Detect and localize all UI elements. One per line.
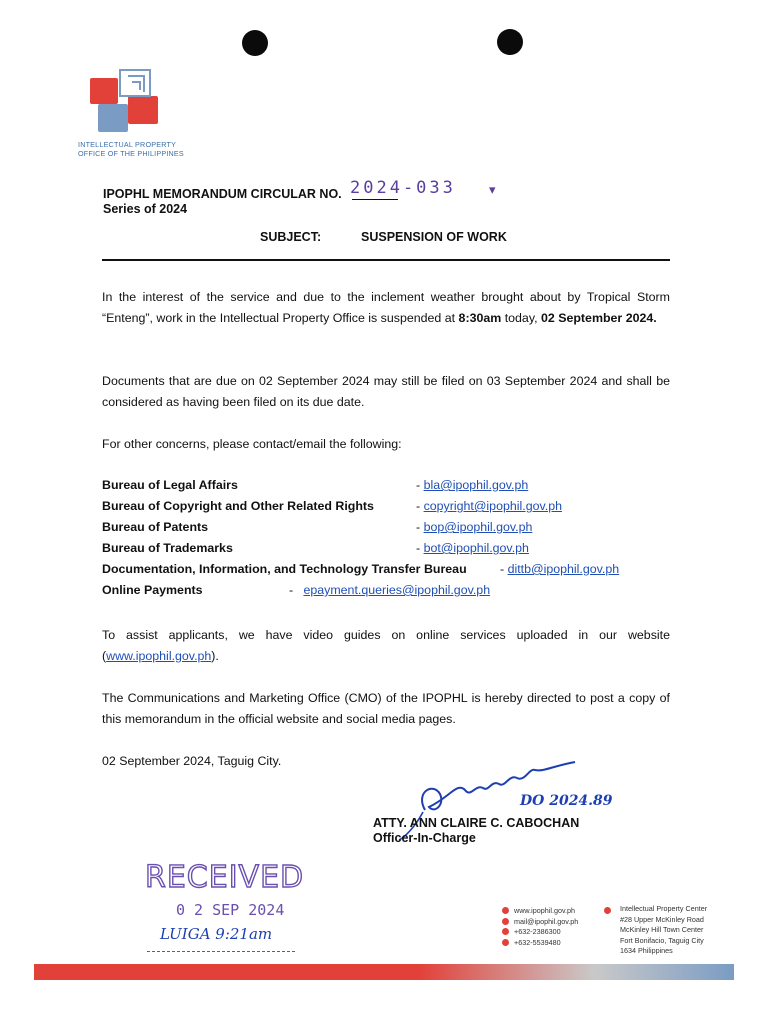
received-stamp [145,860,304,895]
p1-time: 8:30am [458,311,502,325]
paragraph-contacts-intro: For other concerns, please contact/email the following: [102,437,402,451]
contact-label-patents: Bureau of Patents [102,520,209,534]
contact-email-legal: - bla@ipophil.gov.ph [416,478,529,492]
memo-number-underline [352,199,398,200]
contact-label-copyright: Bureau of Copyright and Other Related Rights [102,499,374,513]
phone-icon [502,928,509,935]
paragraph-cmo-directive: The Communications and Marketing Office (CMO) of the IPOPHL is hereby directed to post a copy of this memorandum in the official website and social media pages. [102,691,670,726]
contact-label-trademarks: Bureau of Trademarks [102,541,233,555]
footer-address-line3: McKinley Hill Town Center [620,925,704,934]
p4-text-b: ). [211,649,219,663]
p1-text-b: today, [501,311,541,325]
memo-number-handwritten: 2024-033 [350,178,456,198]
contact-email-copyright: - copyright@ipophil.gov.ph [416,499,562,513]
logo-caption-line1: INTELLECTUAL PROPERTY [78,140,177,149]
header-divider [102,259,670,261]
footer-mail[interactable] [502,917,578,928]
logo-caption-line2: OFFICE OF THE PHILIPPINES [78,148,184,158]
paragraph-video-guides [102,625,670,667]
contact-email-patents: - bop@ipophil.gov.ph [416,520,533,534]
footer-phone2-text: +632-5539480 [514,937,561,947]
footer-phone1 [502,927,578,938]
footer-address [604,904,707,957]
subject-value: SUSPENSION OF WORK [361,230,507,244]
stamp-handwritten-note: LUIGA 9:21am [160,925,273,943]
signatory-title: Officer-In-Charge [373,831,476,845]
mail-icon [502,918,509,925]
contact-label-legal: Bureau of Legal Affairs [102,478,238,492]
punch-hole-left [242,30,268,56]
punch-hole-right [497,29,523,55]
signatory-name: ATTY. ANN CLAIRE C. CABOCHAN [373,816,580,830]
contact-email-trademarks: - bot@ipophil.gov.ph [416,541,529,555]
stamp-date: 0 2 SEP 2024 [176,901,285,919]
email-link-dittb[interactable]: dittb@ipophil.gov.ph [507,562,620,576]
contact-email-dittb: - dittb@ipophil.gov.ph [500,562,620,576]
email-link-payments[interactable]: epayment.queries@ipophil.gov.ph [303,583,491,597]
footer-phone1-text: +632-2386300 [514,927,561,936]
stamp-dashed-line [147,951,295,952]
p1-date: 02 September 2024 [540,311,654,325]
p1-text-c: . [653,311,657,325]
email-link-legal[interactable]: bla@ipophil.gov.ph [423,478,529,492]
contact-label-dittb: Documentation, Information, and Technology Transfer Bureau [102,562,467,576]
ipophl-logo [88,66,168,136]
contact-email-payments: - epayment.queries@ipophil.gov.ph [289,583,491,597]
globe-icon [502,907,509,914]
footer-bar [34,964,734,980]
footer-phone2 [502,938,578,949]
contact-label-payments: Online Payments [102,583,203,597]
memo-title [103,187,342,201]
p4-text-a: To assist applicants, we have video guides on online services uploaded in our website ( [102,628,670,663]
footer-web-text: www.ipophil.gov.ph [514,906,575,915]
pen-mark-icon: ▾ [489,182,496,197]
place-date: 02 September 2024, Taguig City. [102,754,282,768]
footer-contacts [502,906,578,948]
website-link[interactable]: www.ipophil.gov.ph [106,649,212,663]
paragraph-suspension [102,287,670,329]
footer-web[interactable] [502,906,578,917]
email-link-trademarks[interactable]: bot@ipophil.gov.ph [423,541,529,555]
subject-label: SUBJECT: [260,230,322,244]
footer-address-line5: 1634 Philippines [620,946,673,955]
location-icon [604,907,611,914]
footer-mail-text: mail@ipophil.gov.ph [514,916,579,926]
memo-series: Series of 2024 [103,202,188,216]
stamp-received-label: RECEIVED [145,860,305,895]
footer-address-line4: Fort Bonifacio, Taguig City [620,935,704,945]
memo-title-prefix: IPOPHL MEMORANDUM CIRCULAR NO. [103,187,342,201]
footer-address-line2: #28 Upper McKinley Road [620,914,704,924]
p1-text-a: In the interest of the service and due to the inclement weather brought about by Tropical Storm “Enteng”, work in the Intellectual Property Office is suspended at [102,290,670,325]
footer-address-line1: Intellectual Property Center [620,904,708,913]
fax-icon [502,939,509,946]
ipophl-logo-mark [88,66,168,136]
email-link-copyright[interactable]: copyright@ipophil.gov.ph [423,499,562,513]
email-link-patents[interactable]: bop@ipophil.gov.ph [423,520,533,534]
signature-handwritten-note: DO 2024.89 [520,793,613,809]
logo-caption [78,141,184,158]
paragraph-deadline: Documents that are due on 02 September 2024 may still be filed on 03 September 2024 and shall be considered as having been filed on its due date. [102,374,670,409]
